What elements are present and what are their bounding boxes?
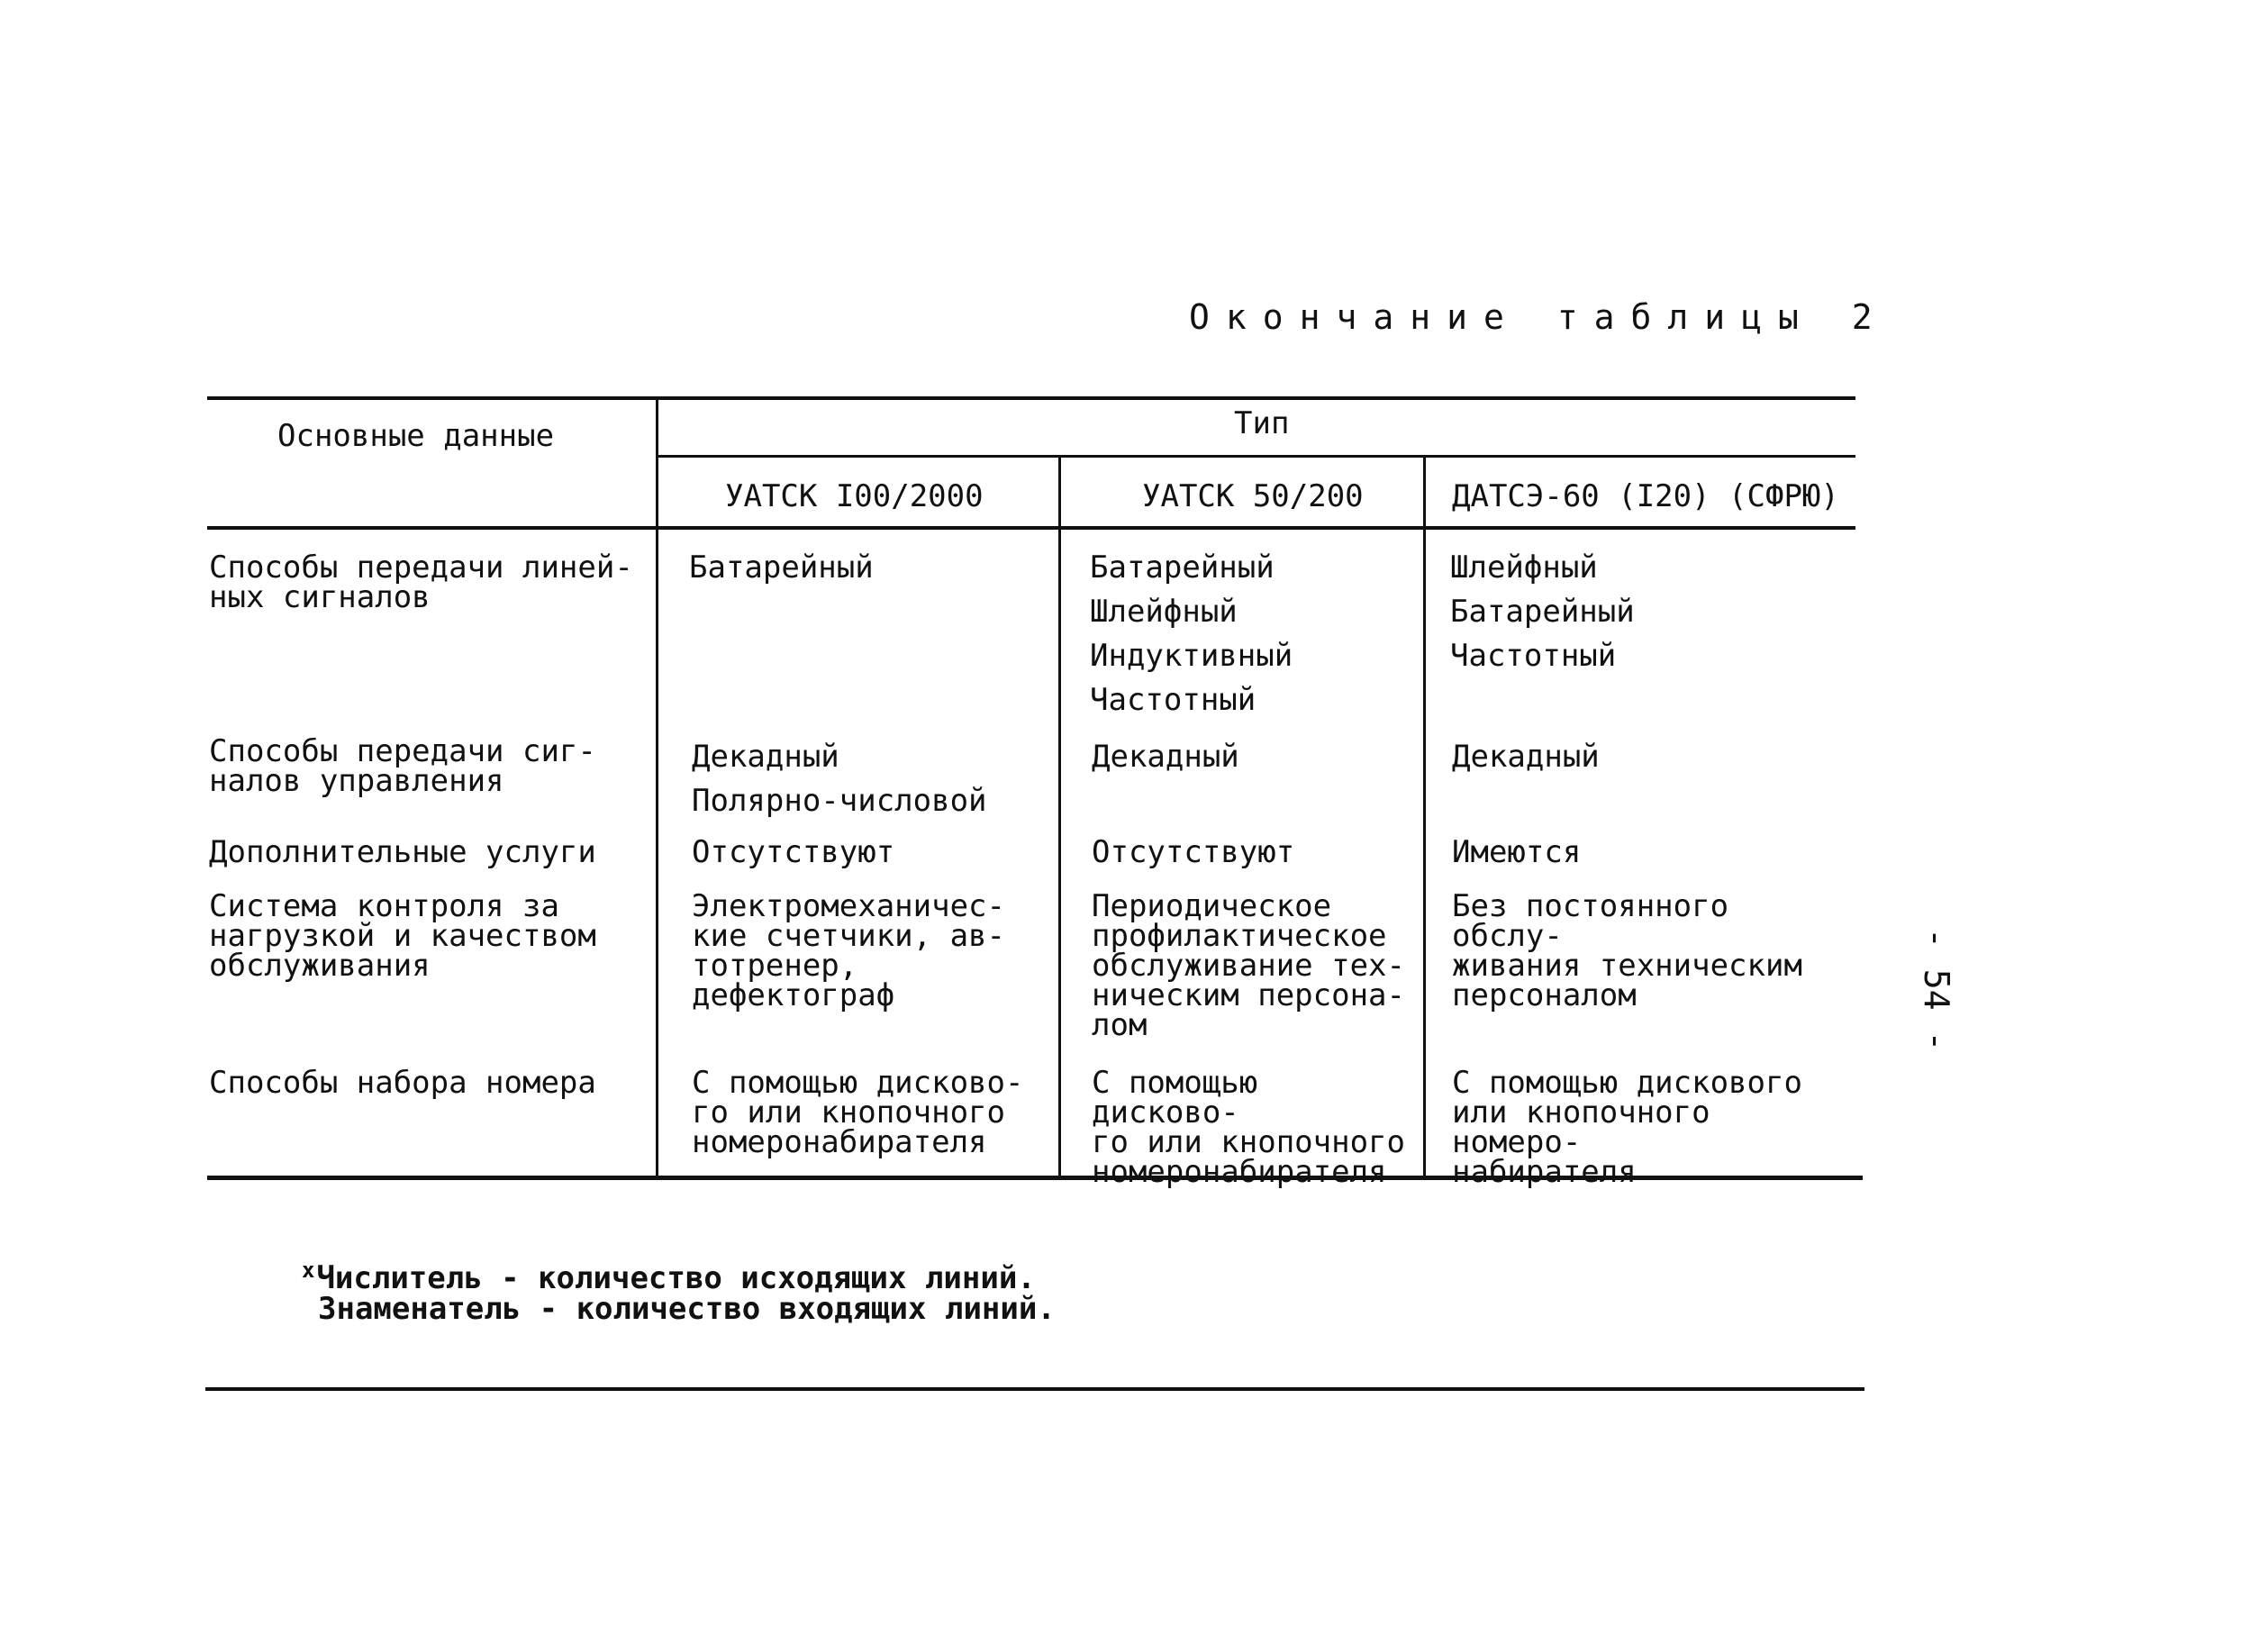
row-label: Способы набора номера: [209, 1065, 596, 1101]
table-cell: Декадный: [1092, 739, 1239, 775]
row-label: Система контроля за нагрузкой и качеством обслуживания: [209, 888, 596, 984]
table-cell: Отсутствуют: [1092, 834, 1295, 870]
header-group-label: Тип: [1234, 405, 1290, 441]
footnote-line: Числитель - количество исходящих линий.: [316, 1260, 1036, 1296]
footnote-marker: x: [302, 1258, 315, 1283]
row-label: Способы передачи линей- ных сигналов: [209, 550, 633, 615]
table-cell: Батарейный Шлейфный Индуктивный Частотный: [1090, 550, 1293, 718]
table-cell: Имеются: [1452, 834, 1582, 870]
table-cell: Электромеханичес- кие счетчики, ав- тотренер, дефектограф: [692, 888, 1005, 1013]
header-column: УАТСК I00/2000: [725, 478, 984, 514]
column-divider: [656, 396, 658, 1176]
table-cell: Периодическое профилактическое обслуживание тех- ническим персона- лом: [1092, 888, 1405, 1043]
table-cell: С помощью дискового или кнопочного номеро- набирателя: [1452, 1065, 1802, 1190]
table-cell: Отсутствуют: [692, 834, 895, 870]
table-top-rule: [207, 396, 1855, 400]
table-caption: Окончание таблицы 2: [1189, 297, 1889, 337]
table-cell: Без постоянного обслу- живания техническим персоналом: [1452, 888, 1802, 1013]
row-label: Дополнительные услуги: [209, 834, 596, 870]
table-cell: С помощью дисково- го или кнопочного номеронабирателя: [692, 1065, 1024, 1160]
footnote: [302, 1255, 1112, 1327]
row-label: Способы передачи сиг- налов управления: [209, 733, 596, 799]
column-divider: [1423, 457, 1426, 1176]
footnote-line: Знаменатель - количество входящих линий.: [318, 1291, 1056, 1327]
header-column: ДАТСЭ-60 (I20) (СФРЮ): [1452, 478, 1839, 514]
table-cell: Батарейный: [689, 550, 874, 586]
header-group-rule: [658, 455, 1855, 458]
table-cell: Шлейфный Батарейный Частотный: [1450, 550, 1635, 674]
table-cell: С помощью дисково- го или кнопочного номеронабирателя: [1092, 1065, 1405, 1190]
header-column: УАТСК 50/200: [1142, 478, 1364, 514]
column-divider: [1058, 457, 1061, 1176]
table-cell: Декадный: [1452, 739, 1600, 775]
table-cell: Декадный Полярно-числовой: [692, 739, 987, 819]
page-number: - 54 -: [1917, 928, 1956, 1052]
page-bottom-rule: [205, 1387, 1864, 1391]
header-row-label: Основные данные: [277, 418, 555, 454]
header-bottom-rule: [207, 526, 1855, 530]
